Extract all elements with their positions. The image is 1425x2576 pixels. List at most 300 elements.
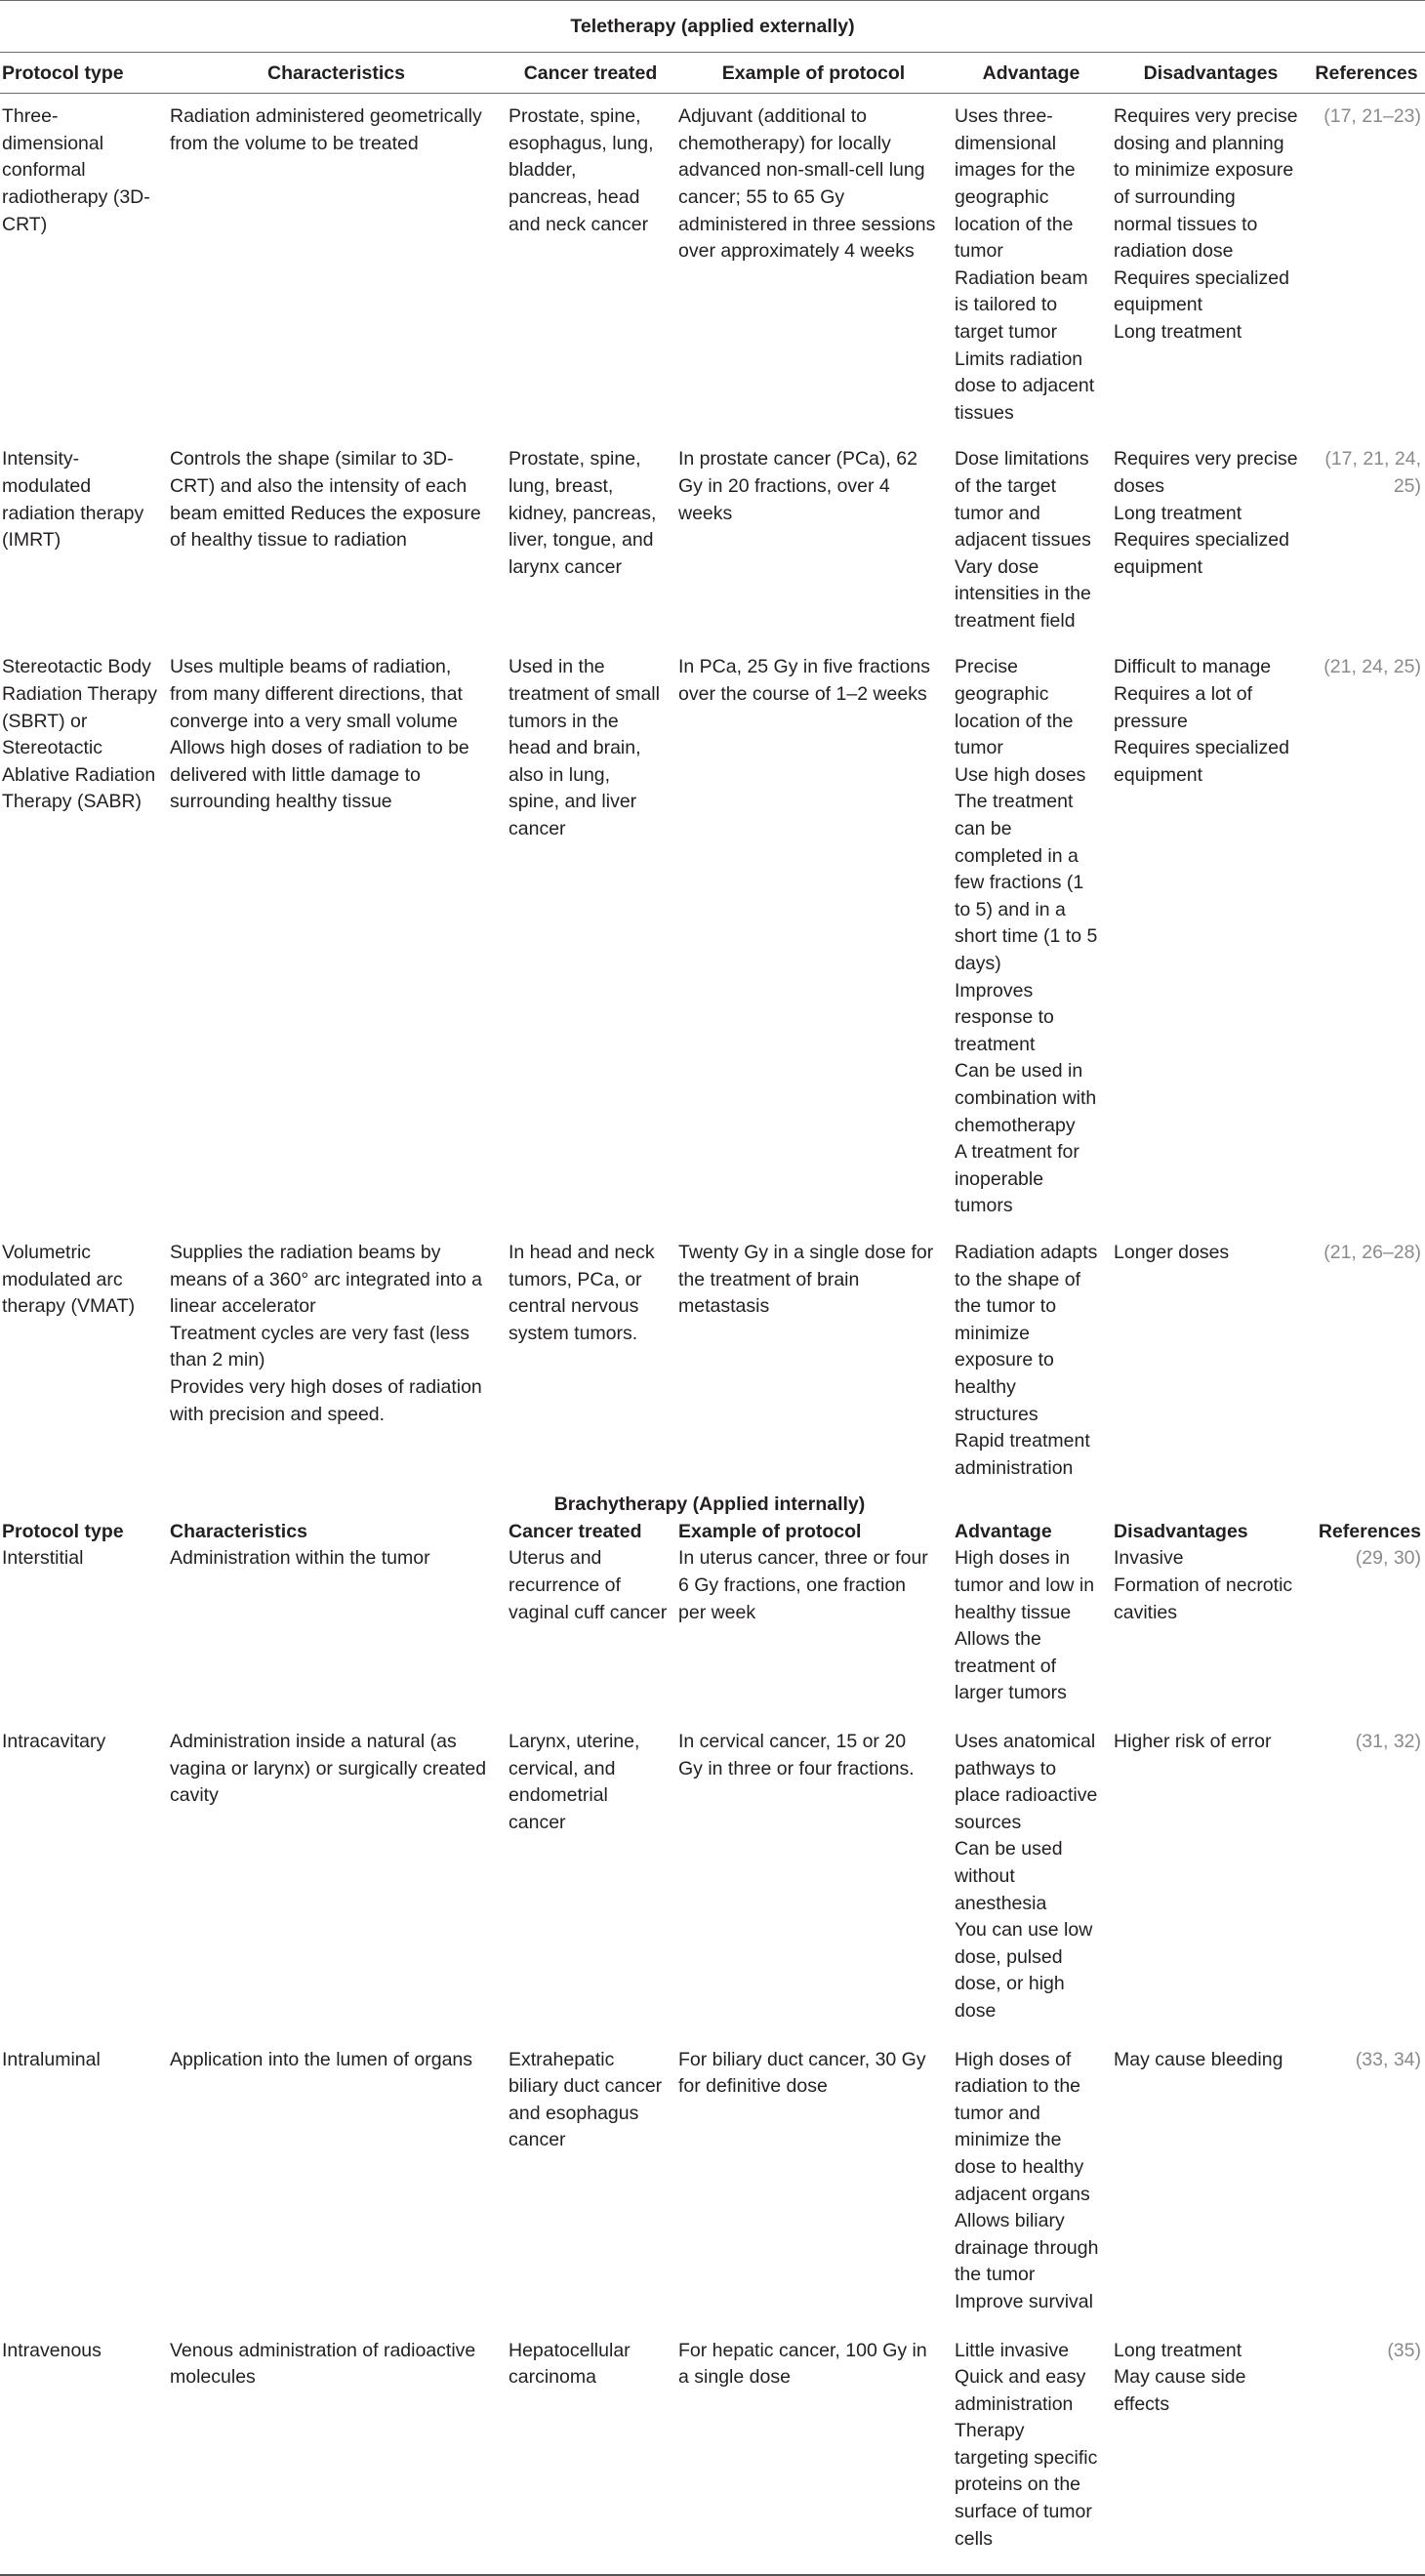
references-cell — [1314, 94, 1425, 437]
example-of-protocol-cell — [678, 94, 955, 437]
cell-text-line: Provides very high doses of radiation — [170, 1375, 482, 1398]
cell-text-line: Administration inside a natural (as — [170, 1731, 457, 1753]
cell-text-line: surrounding healthy tissue — [170, 791, 392, 813]
cell-text-line: target tumor — [955, 320, 1058, 343]
characteristics-cell — [170, 436, 509, 644]
cell-text-line: healthy tissue — [955, 1601, 1072, 1623]
cell-text-line: Used in the — [509, 656, 605, 678]
cell-text-line: central nervous — [509, 1295, 639, 1318]
characteristics-cell — [170, 1729, 509, 2047]
cell-text-line: endometrial — [509, 1784, 608, 1807]
cell-text-line: Prostate, spine, — [509, 448, 641, 470]
cell-text-line: proteins on the — [955, 2474, 1081, 2496]
cell-text-line: Use high doses — [955, 763, 1086, 786]
reference-link[interactable]: (29, 30) — [1355, 1547, 1421, 1570]
cancer-treated-cell — [509, 2047, 678, 2338]
cell-text-line: A treatment for — [955, 1141, 1079, 1164]
cell-text-line: dose — [955, 1999, 997, 2022]
cell-text-line: Therapy — [955, 2420, 1025, 2442]
cell-text-line: Hepatocellular — [509, 2339, 631, 2361]
cell-text-line: a single dose — [678, 2366, 791, 2389]
example-of-protocol-cell — [678, 1545, 955, 1729]
example-of-protocol-cell — [678, 1729, 955, 2047]
characteristics-cell — [170, 644, 509, 1229]
cell-text-line: cancer; 55 to 65 Gy — [678, 185, 845, 208]
cell-text-line: with precision and speed. — [170, 1403, 386, 1425]
cell-text-line: of surrounding — [1114, 185, 1236, 208]
disadvantages-cell — [1114, 1230, 1314, 1492]
cell-text-line: completed in a — [955, 844, 1079, 867]
cell-text-line: Stereotactic — [2, 737, 102, 759]
protocol-type-cell — [0, 94, 170, 437]
cell-text-line: the treatment of brain — [678, 1268, 860, 1290]
cell-text-line: pathways to — [955, 1757, 1057, 1779]
cell-text-line: therapy (VMAT) — [2, 1295, 136, 1318]
cell-text-line: dose, or high — [955, 1973, 1065, 1995]
cancer-treated-cell — [509, 1729, 678, 2047]
cell-text-line: beam emitted Reduces the exposure — [170, 502, 481, 524]
cell-text-line: carcinoma — [509, 2366, 596, 2389]
cell-text-line: Radiation administered geometrically — [170, 105, 482, 128]
cell-text-line: Application into the lumen of organs — [170, 2048, 473, 2070]
cell-text-line: tumor and low in — [955, 1574, 1095, 1597]
table-row — [0, 1545, 1425, 1729]
cell-text-line: location of the — [955, 213, 1074, 235]
cell-text-line: modulated arc — [2, 1268, 123, 1290]
disadvantages-cell — [1114, 2338, 1314, 2576]
cell-text-line: 6 Gy fractions, one fraction — [678, 1574, 907, 1597]
disadvantages-cell — [1114, 94, 1314, 437]
cell-text-line: kidney, pancreas, — [509, 502, 657, 524]
cell-text-line: Limits radiation — [955, 348, 1083, 370]
cell-text-line: tissues — [955, 401, 1014, 424]
cell-text-line: Uses anatomical — [955, 1731, 1096, 1753]
table-row — [0, 1729, 1425, 2047]
cell-text-line: recurrence of — [509, 1574, 621, 1597]
advantage-cell — [955, 644, 1114, 1229]
cell-text-line: Allows high doses of radiation to be — [170, 737, 469, 759]
table-row — [0, 436, 1425, 644]
teletherapy-header-row — [0, 52, 1425, 94]
cancer-treated-cell — [509, 644, 678, 1229]
cell-text-line: pressure — [1114, 710, 1188, 732]
cell-text-line: cells — [955, 2527, 994, 2550]
cancer-treated-cell — [509, 94, 678, 437]
cell-text-line: equipment — [1114, 763, 1203, 786]
header-cancer-treated: Cancer treated — [509, 1520, 642, 1542]
header-example-of-protocol: Example of protocol — [678, 52, 955, 94]
disadvantages-cell — [1114, 1729, 1314, 2047]
protocol-type-cell — [0, 1230, 170, 1492]
brachytherapy-title: Brachytherapy (Applied internally) — [553, 1493, 866, 1516]
cell-text-line: Supplies the radiation beams by — [170, 1241, 441, 1263]
cell-text-line: Administration within the tumor — [170, 1547, 430, 1570]
disadvantages-cell — [1114, 644, 1314, 1229]
header-characteristics: Characteristics — [170, 52, 509, 94]
cell-text-line: radiation therapy — [2, 502, 144, 524]
cell-text-line: to minimize exposure — [1114, 159, 1294, 182]
cell-text-line: dose, pulsed — [955, 1945, 1063, 1968]
cell-text-line: cavities — [1114, 1601, 1178, 1623]
characteristics-cell — [170, 94, 509, 437]
cell-text-line: pancreas, head — [509, 185, 640, 208]
cell-text-line: Uterus and — [509, 1547, 602, 1570]
cell-text-line: and esophagus — [509, 2102, 639, 2124]
cancer-treated-cell — [509, 1230, 678, 1492]
header-protocol-type: Protocol type — [2, 1520, 124, 1542]
cell-text-line: sources — [955, 1811, 1022, 1833]
cell-text-line: (IMRT) — [2, 529, 61, 552]
cell-text-line: to 5) and in a — [955, 898, 1066, 920]
header-disadvantages: Disadvantages — [1114, 1520, 1248, 1542]
cell-text-line: dimensional — [955, 132, 1057, 154]
cell-text-line: inoperable — [955, 1167, 1044, 1190]
cell-text-line: combination with — [955, 1086, 1097, 1109]
cell-text-line: converge into a very small volume — [170, 710, 458, 732]
cell-text-line: In PCa, 25 Gy in five fractions — [678, 656, 930, 678]
cell-text-line: Improve survival — [955, 2290, 1093, 2312]
cell-text-line: Stereotactic Body — [2, 656, 151, 678]
cell-text-line: Controls the shape (similar to 3D- — [170, 448, 454, 470]
header-protocol-type: Protocol type — [0, 52, 170, 94]
advantage-cell — [955, 2338, 1114, 2576]
cell-text-line: (SBRT) or — [2, 710, 88, 732]
cell-text-line: Higher risk of error — [1114, 1731, 1272, 1753]
cell-text-line: Requires specialized — [1114, 266, 1289, 289]
cell-text-line: cancer — [509, 2129, 566, 2151]
cell-text-line: Requires specialized — [1114, 737, 1289, 759]
cell-text-line: Dose limitations — [955, 448, 1089, 470]
cell-text-line: Improves — [955, 979, 1034, 1002]
cell-text-line: esophagus, lung, — [509, 132, 654, 154]
cell-text-line: can be — [955, 818, 1012, 840]
cell-text-line: cancer — [509, 1811, 566, 1833]
reference-link[interactable]: (33, 34) — [1355, 2048, 1421, 2070]
characteristics-cell — [170, 1230, 509, 1492]
disadvantages-cell — [1114, 436, 1314, 644]
cell-text-line: effects — [1114, 2392, 1170, 2415]
cell-text-line: tumor and — [955, 2102, 1040, 2124]
advantage-cell — [955, 436, 1114, 644]
cell-text-line: Quick and easy — [955, 2366, 1086, 2389]
references-cell — [1314, 1545, 1425, 1729]
references-cell — [1314, 644, 1425, 1229]
cell-text-line: cervical, and — [509, 1757, 616, 1779]
references-cell — [1314, 1230, 1425, 1492]
header-references: References — [1318, 1520, 1421, 1542]
cell-text-line: molecules — [170, 2366, 256, 2389]
cell-text-line: modulated — [2, 474, 92, 497]
teletherapy-rows — [0, 94, 1425, 1492]
header-cancer-treated: Cancer treated — [509, 52, 678, 94]
cell-text-line: Intravenous — [2, 2339, 102, 2361]
reference-link[interactable]: (17, 21, 24, — [1324, 448, 1421, 470]
cell-text-line: liver, tongue, and — [509, 529, 654, 552]
reference-link[interactable]: 25) — [1393, 474, 1421, 497]
cell-text-line: cancer — [509, 818, 566, 840]
cell-text-line: doses — [1114, 474, 1165, 497]
protocol-type-cell — [0, 436, 170, 644]
cell-text-line: and neck cancer — [509, 213, 649, 235]
references-cell — [1314, 436, 1425, 644]
protocol-type-cell — [0, 1545, 170, 1729]
cell-text-line: Ablative Radiation — [2, 763, 156, 786]
cell-text-line: Radiation Therapy — [2, 683, 157, 706]
cell-text-line: minimize the — [955, 2129, 1062, 2151]
header-advantage: Advantage — [955, 52, 1114, 94]
cancer-treated-cell — [509, 2338, 678, 2576]
cell-text-line: tumors, PCa, or — [509, 1268, 642, 1290]
cell-text-line: tumors — [955, 1195, 1013, 1217]
protocol-type-cell — [0, 2047, 170, 2338]
cell-text-line: from the volume to be treated — [170, 132, 419, 154]
cell-text-line: dose to adjacent — [955, 375, 1095, 397]
cell-text-line: minimize — [955, 1322, 1030, 1344]
cell-text-line: Gy in three or four fractions. — [678, 1757, 915, 1779]
cell-text-line: normal tissues to — [1114, 213, 1258, 235]
protocol-type-cell — [0, 644, 170, 1229]
cell-text-line: equipment — [1114, 294, 1203, 316]
cell-text-line: adjacent tissues — [955, 529, 1091, 552]
cell-text-line: targeting specific — [955, 2446, 1098, 2469]
cell-text-line: advanced non-small-cell lung — [678, 159, 925, 182]
cell-text-line: Little invasive — [955, 2339, 1070, 2361]
cell-text-line: Uses multiple beams of radiation, — [170, 656, 452, 678]
cell-text-line: spine, and liver — [509, 791, 637, 813]
cell-text-line: chemotherapy — [955, 1114, 1076, 1136]
cell-text-line: Vary dose — [955, 555, 1039, 578]
cell-text-line: response to — [955, 1006, 1054, 1029]
example-of-protocol-cell — [678, 2047, 955, 2338]
advantage-cell — [955, 1729, 1114, 2047]
header-characteristics: Characteristics — [170, 1520, 307, 1542]
cell-text-line: Uses three- — [955, 105, 1053, 128]
cell-text-line: For hepatic cancer, 100 Gy in — [678, 2339, 927, 2361]
cell-text-line: location of the — [955, 710, 1074, 732]
cell-text-line: High doses in — [955, 1547, 1071, 1570]
cell-text-line: radiotherapy (3D- — [2, 185, 150, 208]
cell-text-line: Requires very precise — [1114, 105, 1298, 128]
cell-text-line: tumor — [955, 737, 1003, 759]
cell-text-line: radiation dose — [1114, 240, 1234, 263]
example-of-protocol-cell — [678, 644, 955, 1229]
table-row — [0, 1230, 1425, 1492]
cell-text-line: administered in three sessions — [678, 213, 936, 235]
disadvantages-cell — [1114, 2047, 1314, 2338]
reference-link[interactable]: (35) — [1387, 2339, 1421, 2361]
cell-text-line: Larynx, uterine, — [509, 1731, 640, 1753]
cell-text-line: Interstitial — [2, 1547, 84, 1570]
cell-text-line: the tumor to — [955, 1295, 1057, 1318]
cell-text-line: place radioactive — [955, 1784, 1098, 1807]
cell-text-line: Can be used — [955, 1838, 1063, 1860]
cell-text-line: over the course of 1–2 weeks — [678, 683, 927, 706]
table-row — [0, 644, 1425, 1229]
cell-text-line: days) — [955, 953, 1001, 974]
cell-text-line: dose to healthy — [955, 2155, 1084, 2178]
cell-text-line: healthy — [955, 1375, 1016, 1398]
table-row — [0, 2047, 1425, 2338]
cell-text-line: larger tumors — [955, 1682, 1067, 1704]
cell-text-line: few fractions (1 — [955, 872, 1084, 894]
cell-text-line: In uterus cancer, three or four — [678, 1547, 928, 1570]
example-of-protocol-cell — [678, 436, 955, 644]
cell-text-line: Requires very precise — [1114, 448, 1298, 470]
cell-text-line: Difficult to manage — [1114, 656, 1272, 678]
cell-text-line: geographic — [955, 185, 1049, 208]
cell-text-line: without — [955, 1865, 1015, 1887]
cell-text-line: Extrahepatic — [509, 2048, 615, 2070]
advantage-cell — [955, 94, 1114, 437]
cell-text-line: Requires a lot of — [1114, 683, 1252, 706]
cell-text-line: from many different directions, that — [170, 683, 463, 706]
brachytherapy-rows — [0, 1545, 1425, 2575]
cell-text-line: Adjuvant (additional to — [678, 105, 867, 128]
references-cell — [1314, 1729, 1425, 2047]
cell-text-line: Allows biliary — [955, 2210, 1065, 2232]
cell-text-line: over approximately 4 weeks — [678, 240, 915, 263]
cell-text-line: tumor and — [955, 502, 1040, 524]
teletherapy-title: Teletherapy (applied externally) — [0, 1, 1425, 53]
cell-text-line: surface of tumor — [955, 2501, 1092, 2523]
reference-link[interactable]: (21, 24, 25) — [1323, 656, 1421, 678]
reference-link[interactable]: (31, 32) — [1355, 1731, 1421, 1753]
cell-text-line: Venous administration of radioactive — [170, 2339, 476, 2361]
cell-text-line: tumor — [955, 240, 1003, 263]
cell-text-line: larynx cancer — [509, 555, 622, 578]
cell-text-line: Requires specialized — [1114, 529, 1289, 552]
cell-text-line: Precise — [955, 656, 1019, 678]
cell-text-line: equipment — [1114, 555, 1203, 578]
cell-text-line: You can use low — [955, 1919, 1093, 1942]
cell-text-line: Three- — [2, 105, 59, 128]
cell-text-line: of the target — [955, 474, 1057, 497]
advantage-cell — [955, 1545, 1114, 1729]
brachytherapy-header-row — [0, 1519, 1425, 1546]
cell-text-line: lung, breast, — [509, 474, 614, 497]
cell-text-line: to the shape of — [955, 1268, 1081, 1290]
cell-text-line: administration — [955, 2392, 1074, 2415]
cell-text-line: adjacent organs — [955, 2183, 1090, 2205]
cell-text-line: Radiation beam — [955, 266, 1088, 289]
cell-text-line: treatment — [955, 1033, 1036, 1055]
cell-text-line: CRT) and also the intensity of each — [170, 474, 468, 497]
cell-text-line: treatment of small — [509, 683, 660, 706]
cell-text-line: geographic — [955, 683, 1049, 706]
header-example-of-protocol: Example of protocol — [678, 1520, 862, 1542]
cell-text-line: is tailored to — [955, 294, 1058, 316]
example-of-protocol-cell — [678, 2338, 955, 2576]
cell-text-line: treatment of — [955, 1655, 1057, 1677]
characteristics-cell — [170, 1545, 509, 1729]
header-advantage: Advantage — [955, 1520, 1052, 1542]
cell-text-line: linear accelerator — [170, 1295, 316, 1318]
cell-text-line: In head and neck — [509, 1241, 655, 1263]
cell-text-line: In cervical cancer, 15 or 20 — [678, 1731, 907, 1753]
cell-text-line: Can be used in — [955, 1060, 1083, 1083]
cell-text-line: Gy in 20 fractions, over 4 — [678, 474, 890, 497]
cell-text-line: radiation to the — [955, 2075, 1081, 2098]
cell-text-line: treatment field — [955, 609, 1076, 632]
characteristics-cell — [170, 2047, 509, 2338]
cell-text-line: Twenty Gy in a single dose for — [678, 1241, 934, 1263]
cell-text-line: dosing and planning — [1114, 132, 1284, 154]
cell-text-line: delivered with little damage to — [170, 763, 421, 786]
cell-text-line: Prostate, spine, — [509, 105, 641, 128]
cell-text-line: Radiation adapts — [955, 1241, 1098, 1263]
cell-text-line: CRT) — [2, 213, 48, 235]
table-row — [0, 2338, 1425, 2576]
cell-text-line: Allows the — [955, 1628, 1041, 1651]
cell-text-line: per week — [678, 1601, 756, 1623]
cell-text-line: structures — [955, 1403, 1038, 1425]
cell-text-line: system tumors. — [509, 1322, 638, 1344]
table-row — [0, 94, 1425, 437]
header-disadvantages: Disadvantages — [1114, 52, 1314, 94]
cell-text-line: Longer doses — [1114, 1241, 1230, 1263]
cell-text-line: dimensional — [2, 132, 104, 154]
cell-text-line: anesthesia — [955, 1892, 1047, 1914]
cell-text-line: Intraluminal — [2, 2048, 101, 2070]
reference-link[interactable]: (17, 21–23) — [1323, 105, 1421, 128]
cell-text-line: Formation of necrotic — [1114, 1574, 1293, 1597]
cell-text-line: bladder, — [509, 159, 577, 182]
references-cell — [1314, 2047, 1425, 2338]
cell-text-line: also in lung, — [509, 763, 611, 786]
cell-text-line: vagina or larynx) or surgically created — [170, 1757, 487, 1779]
cell-text-line: exposure to — [955, 1349, 1054, 1371]
cell-text-line: cavity — [170, 1784, 219, 1807]
characteristics-cell — [170, 2338, 509, 2576]
cell-text-line: Long treatment — [1114, 320, 1242, 343]
cell-text-line: the tumor — [955, 2264, 1036, 2286]
cell-text-line: High doses of — [955, 2048, 1072, 2070]
cell-text-line: Treatment cycles are very fast (less — [170, 1322, 470, 1344]
cell-text-line: For biliary duct cancer, 30 Gy — [678, 2048, 926, 2070]
cell-text-line: head and brain, — [509, 737, 641, 759]
cell-text-line: short time (1 to 5 — [955, 925, 1098, 948]
advantage-cell — [955, 2047, 1114, 2338]
header-references: References — [1314, 52, 1425, 94]
cell-text-line: drainage through — [955, 2236, 1099, 2259]
advantage-cell — [955, 1230, 1114, 1492]
cell-text-line: vaginal cuff cancer — [509, 1601, 668, 1623]
disadvantages-cell — [1114, 1545, 1314, 1729]
reference-link[interactable]: (21, 26–28) — [1323, 1241, 1421, 1263]
cell-text-line: means of a 360° arc integrated into a — [170, 1268, 482, 1290]
cell-text-line: Invasive — [1114, 1547, 1184, 1570]
example-of-protocol-cell — [678, 1230, 955, 1492]
cell-text-line: May cause side — [1114, 2366, 1246, 2389]
cell-text-line: for definitive dose — [678, 2075, 828, 2098]
cell-text-line: Intensity- — [2, 448, 80, 470]
cell-text-line: biliary duct cancer — [509, 2075, 663, 2098]
references-cell — [1314, 2338, 1425, 2576]
cell-text-line: Long treatment — [1114, 502, 1242, 524]
cell-text-line: Volumetric — [2, 1241, 92, 1263]
protocol-type-cell — [0, 1729, 170, 2047]
cell-text-line: than 2 min) — [170, 1349, 265, 1371]
cell-text-line: administration — [955, 1456, 1074, 1479]
cell-text-line: Intracavitary — [2, 1731, 106, 1753]
protocol-type-cell — [0, 2338, 170, 2576]
cell-text-line: Rapid treatment — [955, 1430, 1090, 1452]
cell-text-line: The treatment — [955, 791, 1074, 813]
cancer-treated-cell — [509, 1545, 678, 1729]
cancer-treated-cell — [509, 436, 678, 644]
cell-text-line: May cause bleeding — [1114, 2048, 1283, 2070]
cell-text-line: chemotherapy) for locally — [678, 132, 891, 154]
